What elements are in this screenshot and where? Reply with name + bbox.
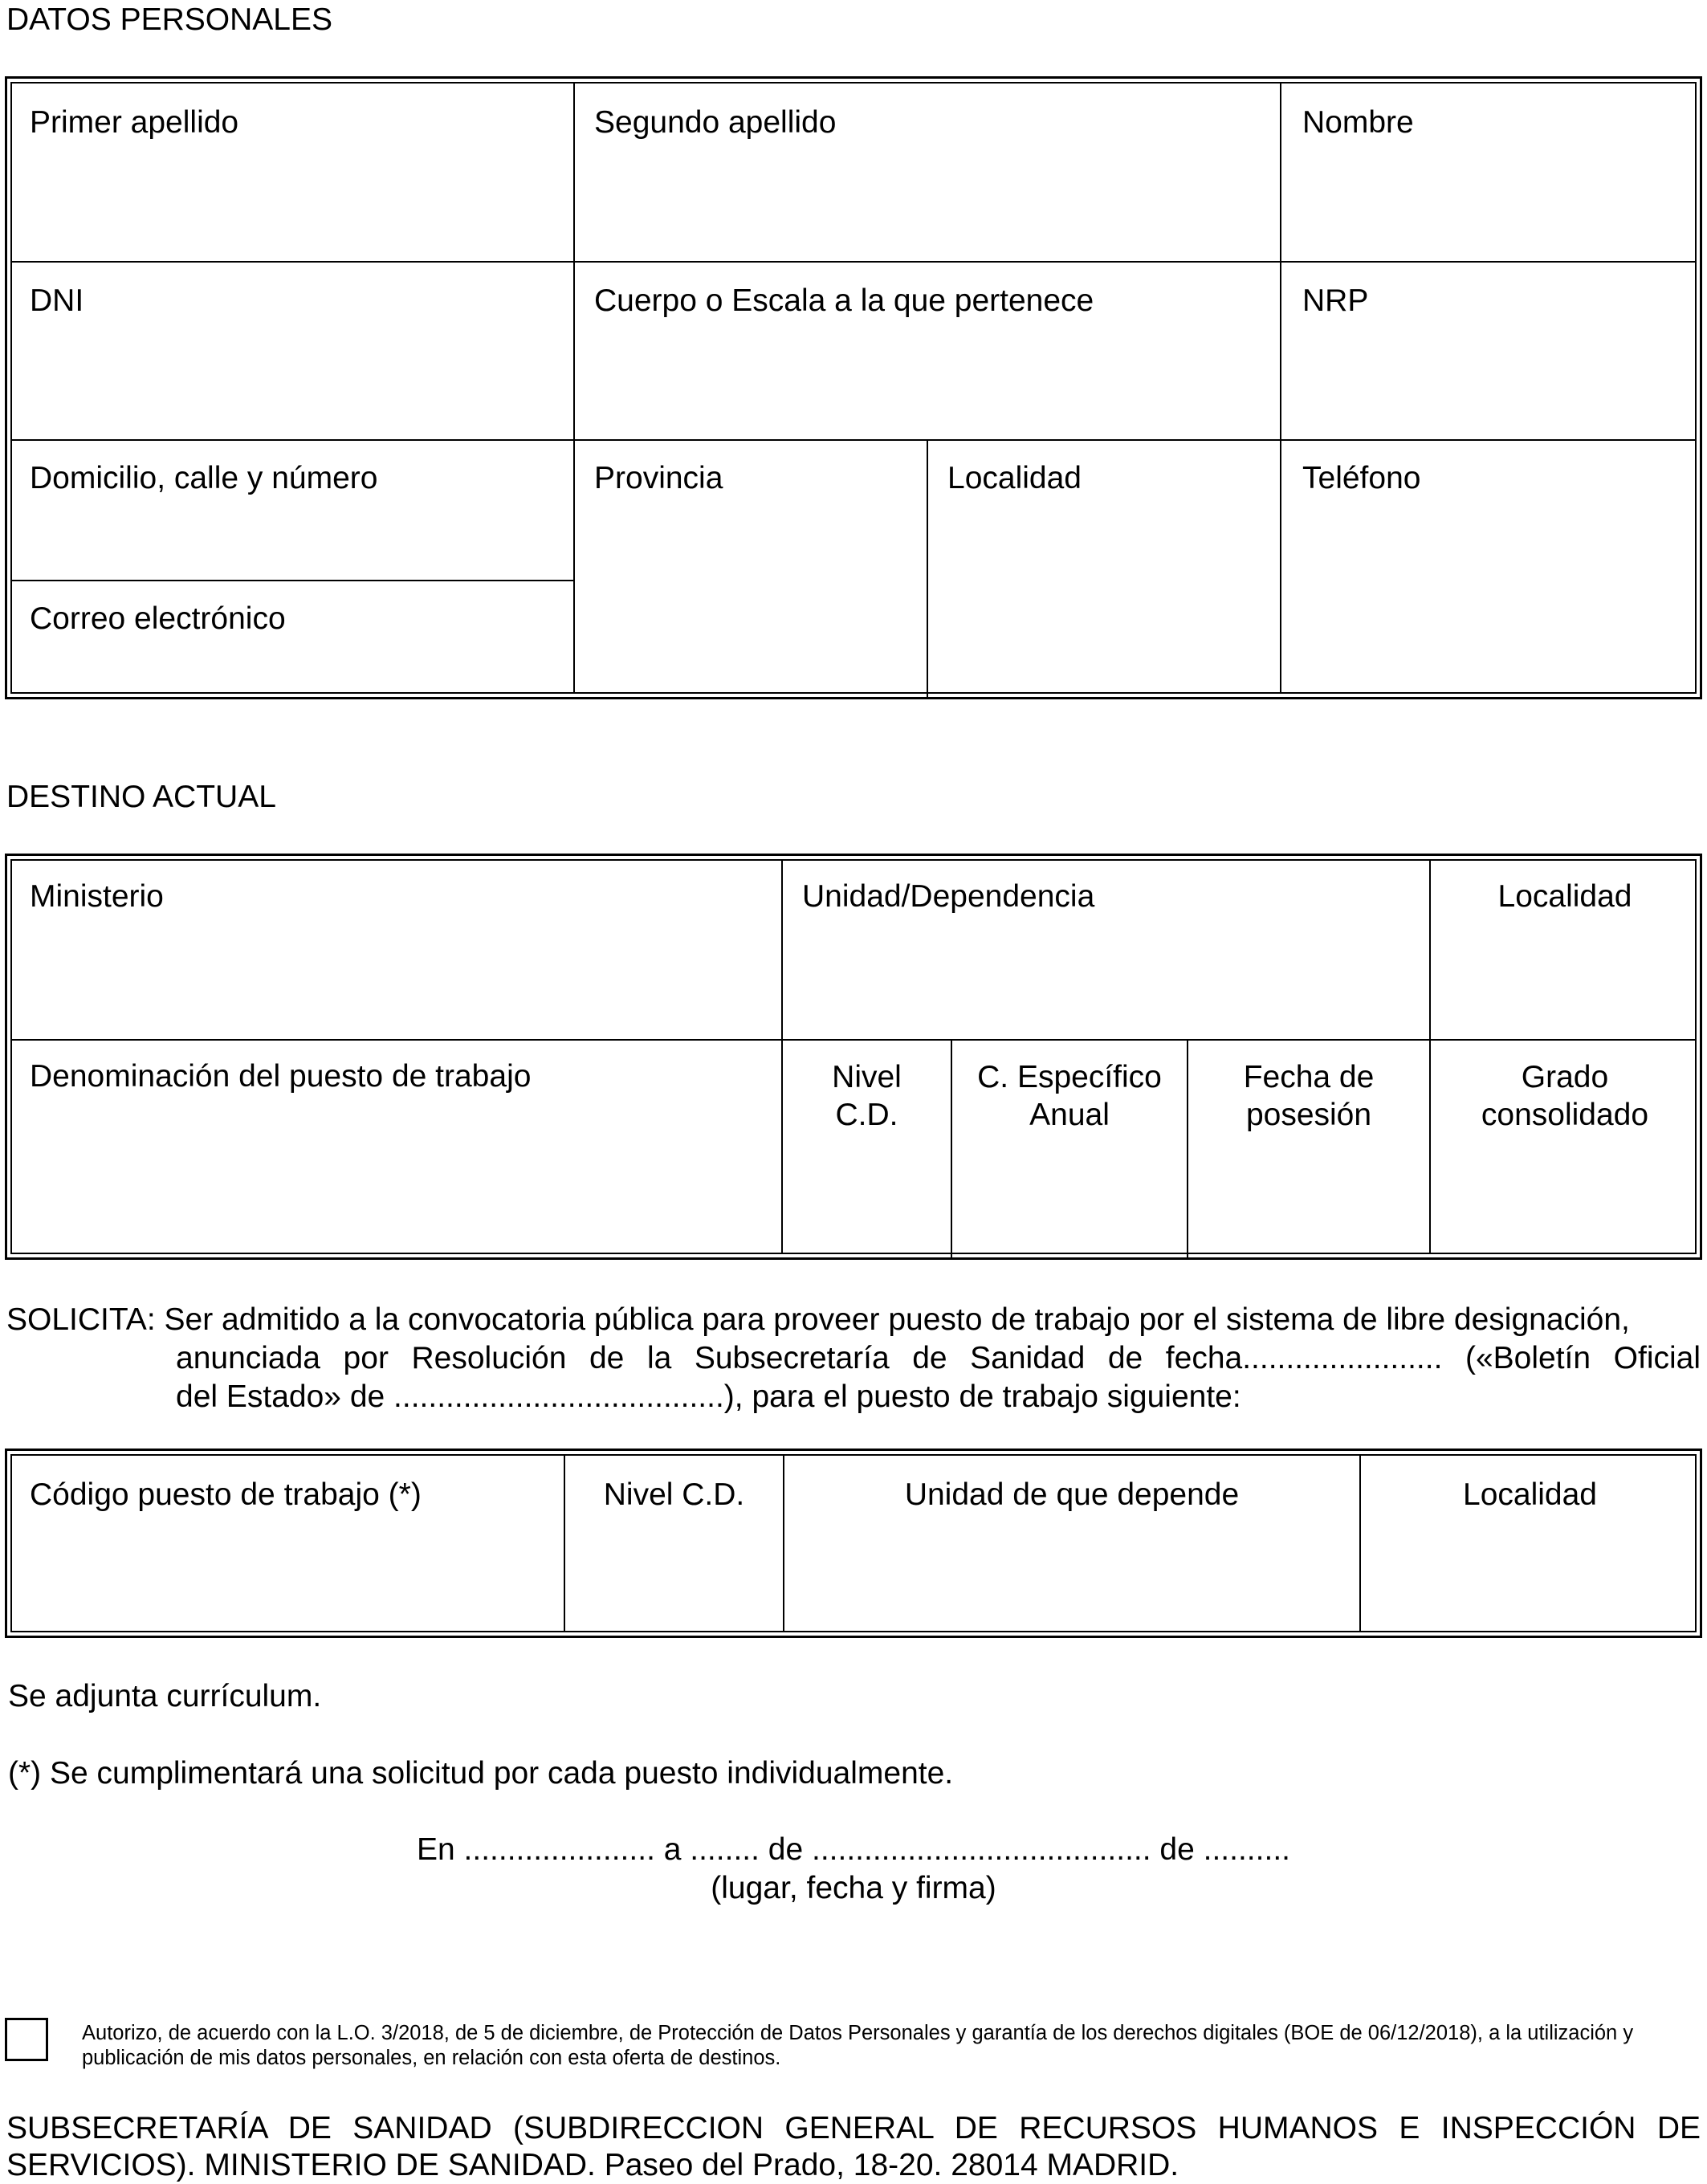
segundo-apellido-cell[interactable] xyxy=(575,84,1280,261)
solicita-line-2: anunciada por Resolución de la Subsecretaría de Sanidad de fecha....................... («Boletín Oficial xyxy=(176,1341,1701,1375)
ministerio-label: Ministerio xyxy=(30,879,164,914)
localidad-cell[interactable] xyxy=(928,441,1280,698)
codigo-puesto-cell[interactable] xyxy=(12,1456,564,1636)
unidad-dependencia-cell[interactable] xyxy=(783,861,1429,1039)
primer-apellido-label: Primer apellido xyxy=(30,105,239,140)
destino-actual-heading: DESTINO ACTUAL xyxy=(6,780,276,814)
segundo-apellido-label: Segundo apellido xyxy=(594,105,837,140)
fecha-posesion-cell[interactable] xyxy=(1188,1041,1429,1258)
grado-consolidado-cell[interactable] xyxy=(1431,1041,1699,1258)
dni-label: DNI xyxy=(30,283,84,318)
provincia-cell[interactable] xyxy=(575,441,927,698)
cuerpo-escala-label: Cuerpo o Escala a la que pertenece xyxy=(594,283,1094,318)
solicita-line-3: del Estado» de ......................................), para el puesto de trabajo siguiente: xyxy=(176,1379,1241,1414)
nrp-cell[interactable] xyxy=(1281,263,1699,439)
solicitado-nivel-label: Nivel C.D. xyxy=(603,1477,745,1512)
destino-localidad-cell[interactable] xyxy=(1431,861,1699,1039)
asterisk-note: (*) Se cumplimentará una solicitud por cada puesto individualmente. xyxy=(8,1756,954,1791)
primer-apellido-cell[interactable] xyxy=(12,84,573,261)
domicilio-cell[interactable] xyxy=(12,441,573,580)
nombre-cell[interactable] xyxy=(1281,84,1699,261)
consent-checkbox[interactable] xyxy=(5,2018,48,2061)
c-especifico-label: C. Específico Anual xyxy=(977,1060,1162,1132)
puesto-solicitado-table xyxy=(5,1449,1702,1638)
unidad-depende-cell[interactable] xyxy=(784,1456,1359,1636)
nivel-cd-cell[interactable] xyxy=(783,1041,951,1258)
nrp-label: NRP xyxy=(1302,283,1369,318)
footer-line-1: SUBSECRETARÍA DE SANIDAD (SUBDIRECCION GENERAL DE RECURSOS HUMANOS E INSPECCIÓN DE xyxy=(6,2111,1701,2145)
ministerio-cell[interactable] xyxy=(12,861,781,1039)
solicitado-nivel-cell[interactable] xyxy=(565,1456,783,1636)
localidad-label: Localidad xyxy=(947,461,1082,495)
fecha-posesion-label: Fecha de posesión xyxy=(1243,1060,1375,1132)
grado-consolidado-label: Grado consolidado xyxy=(1481,1060,1649,1132)
denominacion-label: Denominación del puesto de trabajo xyxy=(30,1059,532,1094)
consent-text: Autorizo, de acuerdo con la L.O. 3/2018, de 5 de diciembre, de Protección de Datos Personales y garantía de los derechos digitales (BOE de 06/12/2018), a la utilización y publicación de mis datos personales, en relación con esta oferta de destinos. xyxy=(82,2022,1634,2069)
datos-personales-heading: DATOS PERSONALES xyxy=(6,2,333,37)
solicitado-localidad-cell[interactable] xyxy=(1361,1456,1699,1636)
firma-line: En ...................... a ........ de ....................................... de .......... xyxy=(416,1832,1290,1867)
solicita-paragraph xyxy=(6,1301,1701,1416)
provincia-label: Provincia xyxy=(594,461,723,495)
domicilio-label: Domicilio, calle y número xyxy=(30,461,378,495)
solicitado-localidad-label: Localidad xyxy=(1463,1477,1597,1512)
unidad-depende-label: Unidad de que depende xyxy=(904,1477,1240,1512)
cuerpo-escala-cell[interactable] xyxy=(575,263,1280,439)
solicita-line-1: SOLICITA: Ser admitido a la convocatoria pública para proveer puesto de trabajo por el sistema de libre designación, xyxy=(6,1302,1630,1337)
correo-cell[interactable] xyxy=(12,581,573,698)
telefono-cell[interactable] xyxy=(1281,441,1699,698)
telefono-label: Teléfono xyxy=(1302,461,1421,495)
denominacion-cell[interactable] xyxy=(12,1041,781,1258)
nombre-label: Nombre xyxy=(1302,105,1414,140)
unidad-dependencia-label: Unidad/Dependencia xyxy=(802,879,1095,914)
footer-address xyxy=(6,2110,1701,2184)
destino-actual-table xyxy=(5,854,1702,1260)
dni-cell[interactable] xyxy=(12,263,573,439)
curriculum-note: Se adjunta currículum. xyxy=(8,1679,322,1713)
firma-caption: (lugar, fecha y firma) xyxy=(711,1871,996,1905)
c-especifico-cell[interactable] xyxy=(952,1041,1187,1258)
correo-label: Correo electrónico xyxy=(30,601,286,636)
destino-localidad-label: Localidad xyxy=(1497,879,1632,914)
footer-line-2: SERVICIOS). MINISTERIO DE SANIDAD. Paseo del Prado, 18-20. 28014 MADRID. xyxy=(6,2148,1179,2182)
nivel-cd-label: Nivel C.D. xyxy=(832,1060,902,1132)
datos-personales-table xyxy=(5,76,1702,699)
codigo-puesto-label: Código puesto de trabajo (*) xyxy=(30,1477,422,1512)
